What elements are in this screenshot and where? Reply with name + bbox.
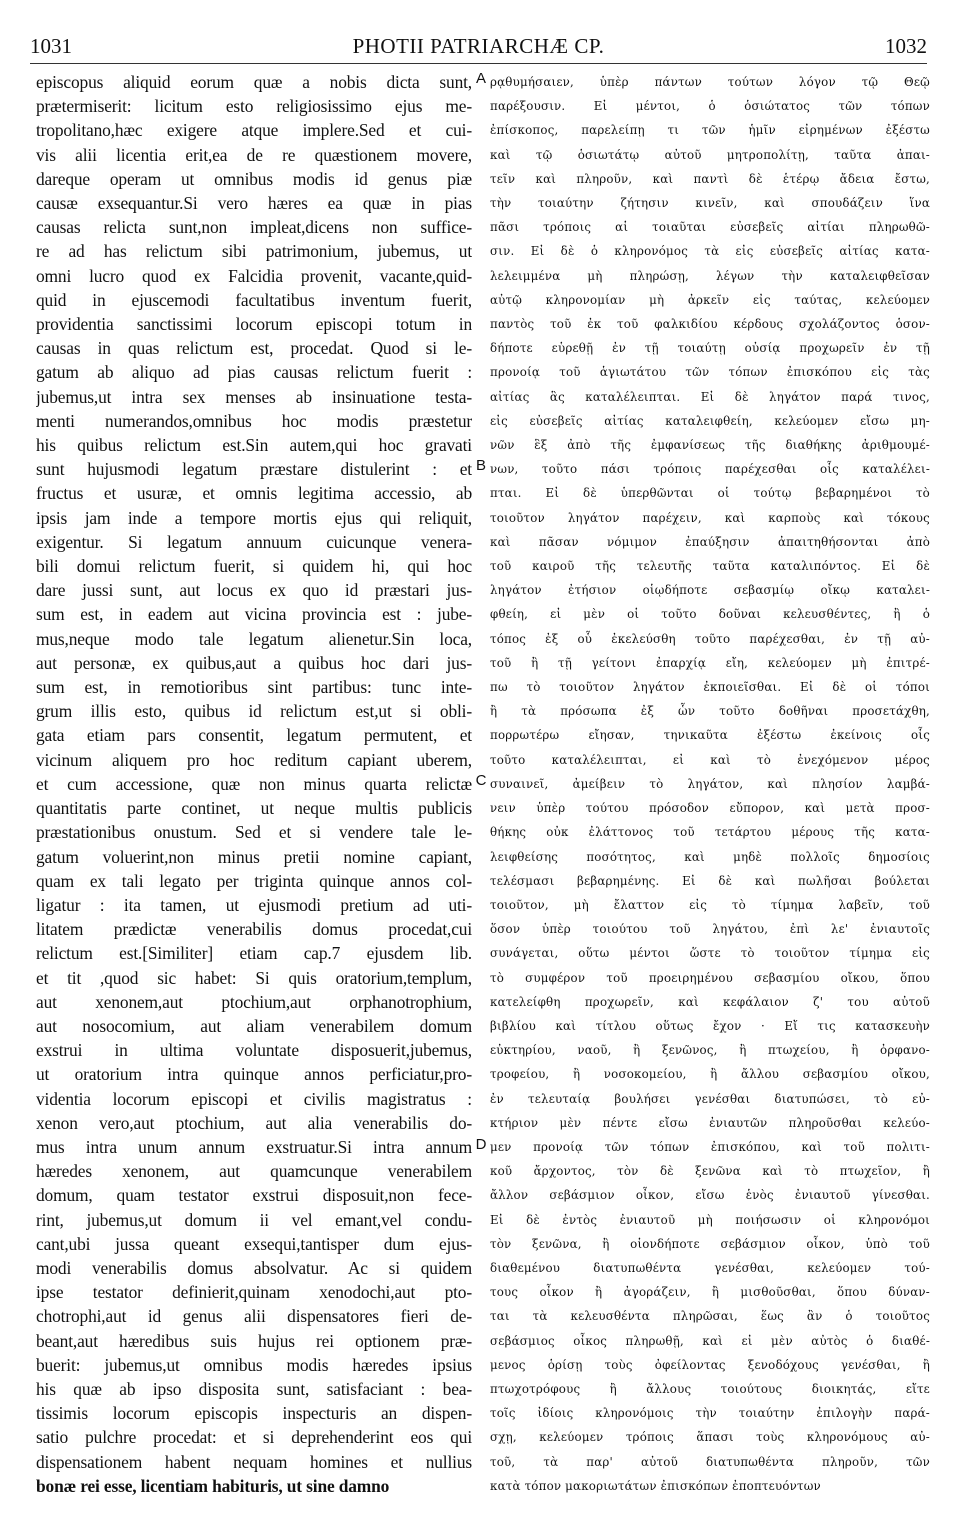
greek-text-line: παρέξουσιν. Εἰ μέντοι, ὁ ὁσιώτατος τῶν τόπων xyxy=(490,99,930,114)
greek-text-line: τὸ συμφέρον τοῦ προειρημένου σεβασμίου οἴκου, ὅπου xyxy=(490,970,930,985)
latin-text-line: xenon vero,aut ptochium, aut alia venerabilis do- xyxy=(36,1112,472,1133)
latin-text-line: domum, quam testator exstrui disposuit,non fece- xyxy=(36,1185,472,1206)
latin-text-line: gata etiam pars consentit, legatum permutent, et xyxy=(36,725,472,746)
greek-text-line: τὴν τοιαύτην ζήτησιν κινεῖν, καὶ σπουδάζειν ἵνα xyxy=(490,196,930,211)
greek-text-line: τους οἶκον ἢ ἀγοράζειν, ἢ μισθοῦσθαι, ὅπου δύναν- xyxy=(490,1285,930,1300)
latin-text-line: exigentur. Si legatum annuum cuicunque venera- xyxy=(36,531,472,552)
latin-text-line: re ad has relictum sibi patrimonium, jubemus, ut xyxy=(36,241,472,262)
latin-text-line: bonæ rei esse, licentiam habituris, ut sine damno xyxy=(36,1475,390,1496)
left-page-number: 1031 xyxy=(30,34,72,58)
page-header xyxy=(30,34,927,58)
latin-text-line: vis alii licentia erit,ea de re quæstionem movere, xyxy=(36,144,472,165)
greek-text-line: σχῃ, κελεύομεν τρόποις ἅπασι τοὺς κληρονόμους αὐ- xyxy=(490,1430,930,1445)
section-marker-c: C xyxy=(475,772,487,789)
greek-text-line: τοῦ καιροῦ τῆς τελευτῆς ταῦτα καταλιπόντος. Εἰ δὲ xyxy=(490,559,930,574)
greek-text-line: ἐν τελευταίᾳ βουλήσει γενέσθαι διατυπώσει, τὸ εὐ- xyxy=(490,1091,930,1106)
latin-text-line: aut nosocomium, aut aliam venerabilem domum xyxy=(36,1015,472,1036)
latin-text-line: cant,ubi jussa queant exsequi,tantisper dum ejus- xyxy=(36,1233,472,1254)
latin-text-line: fructus et usuræ, et omnis legitima accessio, ab xyxy=(36,483,472,504)
latin-text-line: litatem prædictæ venerabilis domus procedat,cui xyxy=(36,919,472,940)
greek-text-line: ὅσον ὑπὲρ τοιούτου τοῦ ληγάτου, ἐπὶ λε' ἐνιαυτοῖς xyxy=(490,922,930,937)
latin-text-line: quam ex tali legato per triginta quinque annos col- xyxy=(36,870,472,891)
latin-text-line: his quibus relictum est.Sin autem,qui hoc gravati xyxy=(36,435,472,456)
greek-text-line: διαθεμένου διατυπωθέντα γενέσθαι, κελεύομεν τού- xyxy=(490,1260,930,1275)
greek-text-line: τελέσμασι βεβαρημένης. Εἰ δὲ καὶ πωλῆσαι βούλεται xyxy=(490,873,930,888)
latin-text-line: ligatur : ita tamen, ut ejusmodi pretium ad uti- xyxy=(36,894,472,915)
latin-text-line: gatum voluerint,non minus pretii nomine capiant, xyxy=(36,846,472,867)
latin-text-line: aut personæ, ex quibus,aut a quibus hoc dari jus- xyxy=(36,652,472,673)
latin-text-line: mus,neque modo tale legatum alienetur.Sin loca, xyxy=(36,628,472,649)
greek-text-line: φθείη, εἰ μὲν οἱ τοῦτο δοῦναι κελευσθέντες, ἢ ὁ xyxy=(490,607,930,622)
section-marker-b: B xyxy=(475,457,486,474)
greek-text-line: προνοίᾳ τοῦ ἁγιωτάτου τῶν τόπων ἐπισκόπου εἰς τὰς xyxy=(490,365,930,380)
greek-text-line: πορρωτέρω εἴησαν, τηνικαῦτα ἐξέστω ἐκείνοις οἷς xyxy=(490,728,930,743)
greek-text-line: νων, τοῦτο πάσι τρόποις παρέχεσθαι οἷς καταλέλει- xyxy=(490,462,930,477)
latin-text-line: quid in ejuscemodi facultatibus inventum fuerit, xyxy=(36,289,472,310)
greek-text-line: τοῦτο καταλέλειπται, εἰ καὶ τὸ ἐνεχόμενον μέρος xyxy=(490,752,930,767)
latin-text-line: jubemus,ut intra sex menses ab insinuatione testa- xyxy=(36,386,472,407)
latin-text-line: omni lucro quod ex Falcidia provenit, vacante,quid- xyxy=(36,265,472,286)
latin-text-line: ipse testator definierit,quinam xenodochi,aut pto- xyxy=(36,1282,472,1303)
greek-text-line: τὸν ξενῶνα, ἢ οἱονδήποτε σεβάσμιον οἶκον, ὑπὸ τοῦ xyxy=(490,1236,930,1251)
latin-text-line: tropolitano,hæc exigere atque implere.Sed et cui- xyxy=(36,120,472,141)
latin-text-line: rint, jubemus,ut domum ii vel emant,vel condu- xyxy=(36,1209,472,1230)
latin-text-line: et cum accessione, quæ non minus quarta relictæ xyxy=(36,773,472,794)
greek-text-line: εἰς εὐσεβεῖς αἰτίας καταλειφθείη, κελεύομεν εἴσω μη- xyxy=(490,413,930,428)
latin-text-line: his quæ ab ipso disposita sunt, satisfaciant : bea- xyxy=(36,1378,472,1399)
latin-text-line: tissimis locorum episcopis inspecturis an dispen- xyxy=(36,1403,472,1424)
latin-text-line: ipsis jam inde a tempore mortis ejus qui reliquit, xyxy=(36,507,472,528)
latin-text-line: prætermiserit: licitum esto religiosissimo ejus me- xyxy=(36,96,472,117)
greek-text-line: τοιοῦτον ληγάτον παρέχειν, καὶ καρποὺς καὶ τόκους xyxy=(490,510,930,525)
latin-text-line: modi venerabilis domus absolvatur. Ac si quidem xyxy=(36,1257,472,1278)
greek-text-line: τοῦ, τὰ παρ' αὐτοῦ διατυπωθέντα πληροῦν, τῶν xyxy=(490,1454,930,1469)
latin-text-line: videntia locorum episcopi et civilis magistratus : xyxy=(36,1088,472,1109)
latin-text-line: sum est, in remotioribus sint partibus: tunc inte- xyxy=(36,677,472,698)
greek-text-line: τοῦ ἢ τῇ γείτονι ἐπαρχίᾳ εἴη, κελεύομεν μὴ ἐπιτρέ- xyxy=(490,655,930,670)
latin-text-line: chotrophi,aut id genus alii dispensatores fieri de- xyxy=(36,1306,472,1327)
greek-text-line: συναινεῖ, ἀμείβειν τὸ ληγάτον, καὶ πλησίον λαμβά- xyxy=(490,776,930,791)
greek-text-line: λειφθείσης ποσότητος, καὶ μηδὲ πολλοῖς δημοσίοις xyxy=(490,849,930,864)
greek-text-line: τόπος ἐξ οὗ ἐκελεύσθη τοῦτο παρέχεσθαι, ἐν τῇ αὐ- xyxy=(490,631,930,646)
greek-text-line: λελειμμένα μὴ πληρώσῃ, λέγων τὴν καταλειφθεῖσαν xyxy=(490,268,930,283)
latin-text-line: gatum ab aliquo ad pias causas relictum fuerit : xyxy=(36,362,472,383)
running-title: PHOTII PATRIARCHÆ CP. xyxy=(352,34,605,58)
greek-text-line: ληγάτον ἐτήσιον οἱῳδήποτε σεβασμίῳ οἴκῳ καταλει- xyxy=(490,583,930,598)
latin-text-line: et tit ,quod sic habet: Si quis oratorium,templum, xyxy=(36,967,472,988)
latin-text-line: exstrui in ultima voluntate disposuerit,jubemus, xyxy=(36,1040,472,1061)
greek-text-line: κατελείφθη προχωρεῖν, καὶ κεφάλαιον ζ' του αὐτοῦ xyxy=(490,994,930,1009)
latin-text-line: relictum est.[Similiter] etiam cap.7 ejusdem lib. xyxy=(36,943,472,964)
latin-text-line: beant,aut hæredibus suis hujus rei optionem præ- xyxy=(36,1330,472,1351)
latin-text-line: causas in quas relictum est, procedat. Quod si le- xyxy=(36,338,472,359)
latin-text-line: dare jussi sunt, aut locus ex quo id præstari jus- xyxy=(36,580,472,601)
greek-text-line: Εἰ δὲ ἐντὸς ἐνιαυτοῦ μὴ ποιήσωσιν οἱ κληρονόμοι xyxy=(490,1212,930,1227)
latin-text-line: mus intra unum annum exstruatur.Si intra annum xyxy=(36,1136,472,1157)
greek-text-line: βιβλίου καὶ τίτλου οὕτως ἔχον · Εἴ τις κατασκευὴν xyxy=(490,1018,930,1033)
latin-text-line: vicinum aliquem pro hoc reditum capiant uberem, xyxy=(36,749,472,770)
greek-text-line: καὶ τῷ ὁσιωτάτῳ αὐτοῦ μητροπολίτῃ, ταῦτα ἀπαι- xyxy=(490,147,930,162)
greek-text-line: πτωχοτρόφους ἢ ἄλλους τοιούτους διοικητάς, εἴτε xyxy=(490,1381,930,1396)
latin-text-line: præstationibus onustum. Sed et si vendere tale le- xyxy=(36,822,472,843)
greek-text-line: συνάγεται, οὕτω μέντοι ὥστε τὸ τοιοῦτον τίμημα εἰς xyxy=(490,946,930,961)
latin-text-line: episcopus aliquid eorum quæ a nobis dicta sunt, xyxy=(36,72,472,92)
greek-text-line: μεν προνοίᾳ τῶν τόπων ἐπισκόπου, καὶ τοῦ πολιτι- xyxy=(490,1139,930,1154)
greek-text-line: καὶ πᾶσαν νόμιμον ἐπαύξησιν ἀπαιτηθήσονται ἀπὸ xyxy=(490,534,930,549)
section-marker-d: D xyxy=(475,1136,487,1153)
latin-text-line: buerit: jubemus,ut omnibus modis hæredes ipsius xyxy=(36,1354,472,1375)
latin-text-line: ut oratorium intra quinque annos perficiatur,pro- xyxy=(36,1064,472,1085)
section-marker-a: A xyxy=(475,70,486,87)
latin-text-line: bili domui relictum fuerit, si quidem hi, qui hoc xyxy=(36,556,472,577)
greek-text-line: σεβάσμιος οἶκος πληρωθῇ, καὶ εἰ μὲν αὐτὸς ὁ διαθέ- xyxy=(490,1333,930,1348)
header-rule xyxy=(30,63,927,64)
greek-text-line: κατὰ τόπον μακοριωτάτων ἐπισκόπων ἐποπτευόντων xyxy=(490,1478,821,1493)
greek-text-line: τεῖν καὶ πληροῦν, καὶ παντὶ δὲ ἑτέρῳ ἄδεια ἔστω, xyxy=(490,171,930,186)
greek-text-line: παντὸς τοῦ ἐκ τοῦ φαλκιδίου κέρδους σχολάζοντος ὁσον- xyxy=(490,317,930,332)
greek-text-line: θήκης οὐκ ἐλάττονος τοῦ τετάρτου μέρους τῆς κατα- xyxy=(490,825,930,840)
greek-text-line: τοῖς ἰδίοις κληρονόμοις τὴν τοιαύτην ἐπιλογὴν παρά- xyxy=(490,1406,930,1421)
greek-text-line: τροφείου, ἢ νοσοκομείου, ἢ ἄλλου σεβασμίου οἴκου, xyxy=(490,1067,930,1082)
greek-text-line: ἄλλον σεβάσμιον οἶκον, εἴσω ἑνὸς ἐνιαυτοῦ γίνεσθαι. xyxy=(490,1188,930,1203)
greek-text-line: ται τὰ κελευσθέντα πληρῶσαι, ἕως ἂν ὁ τοιοῦτος xyxy=(490,1309,930,1324)
greek-text-line: αἰτίας ἃς καταλέλειπται. Εἰ δὲ ληγάτον παρά τινος, xyxy=(490,389,930,404)
latin-text-line: dareque operam ut omnibus modis id genus piæ xyxy=(36,168,472,189)
greek-text-line: ρᾳθυμήσαιεν, ὑπὲρ πάντων τούτων λόγον τῷ Θεῷ xyxy=(490,75,930,89)
greek-text-line: σιν. Εἰ δὲ ὁ κληρονόμος τὰ εἰς εὐσεβεῖς αἰτίας κατα- xyxy=(490,244,930,259)
latin-text-line: causas relicta sunt,non impleat,dicens non suffice- xyxy=(36,217,472,238)
greek-text-line: ἢ τὰ πρόσωπα ἐξ ὧν τοῦτο δοθῆναι προσετάχθη, xyxy=(490,704,930,719)
latin-text-line: aut xenonem,aut ptochium,aut orphanotrophium, xyxy=(36,991,472,1012)
greek-text-line: τοιοῦτον, μὴ ἔλαττον εἰς τὸ τίμημα λαβεῖν, τοῦ xyxy=(490,897,930,912)
latin-text-line: providentia sanctissimi locorum episcopi totum in xyxy=(36,314,472,335)
greek-text-line: πται. Εἰ δὲ ὑπερθῶνται οἱ τούτῳ βεβαρημένοι τὸ xyxy=(490,486,930,501)
latin-text-line: hæredes xenonem, aut quamcunque venerabilem xyxy=(36,1161,472,1182)
latin-text-line: menti numerandos,omnibus hoc modis præstetur xyxy=(36,410,472,431)
right-page-number: 1032 xyxy=(885,34,927,58)
greek-text-line: ἐπίσκοπος, παρελείπῃ τι τῶν ἡμῖν εἰρημένων ἐξέστω xyxy=(490,123,930,138)
greek-text-line: νειν ὑπὲρ τούτου πρόσοδον εὔπορον, καὶ μετὰ προσ- xyxy=(490,801,930,816)
greek-text-line: εὐκτηρίου, ναοῦ, ἢ ξενῶνος, ἢ πτωχείου, ἢ ὀρφανο- xyxy=(490,1043,930,1058)
latin-text-line: satio pulchre procedat: et si deprehenderint eos qui xyxy=(36,1427,472,1448)
greek-text-line: πᾶσι τρόποις αἱ τοιαῦται εὐσεβεῖς αἰτίαι πληρωθῶ- xyxy=(490,220,930,235)
greek-text-line: μενος ὁρίσῃ τοὺς ὀφείλοντας ξενοδόχους γενέσθαι, ἢ xyxy=(490,1357,930,1372)
greek-text-line: κτήριον μὲν πέντε εἴσω ἐνιαυτῶν πληροῦσθαι κελεύο- xyxy=(490,1115,930,1130)
latin-text-line: grum illis esto, quibus id relictum est,ut si obli- xyxy=(36,701,472,722)
latin-text-line: sunt hujusmodi legatum præstare distulerint : et xyxy=(36,459,472,480)
greek-text-line: δήποτε εὑρεθῇ ἐν τῇ τοιαύτῃ οὐσίᾳ προχωρεῖν ἐν τῇ xyxy=(490,341,930,356)
latin-text-line: quantitatis parte continet, ut neque multis publicis xyxy=(36,798,472,819)
greek-text-line: αὐτῷ κληρονομίαν μὴ ἀρκεῖν εἰς ταύτας, κελεύομεν xyxy=(490,292,930,307)
latin-column xyxy=(36,70,472,1498)
greek-text-line: νῶν ἓξ ἀπὸ τῆς ἐμφανίσεως τῆς διαθήκης ἀριθμουμέ- xyxy=(490,438,930,453)
latin-text-line: causæ exsequantur.Si vero hæres ea quæ in pias xyxy=(36,193,472,214)
latin-text-line: dispensationem habent nequam homines et nullius xyxy=(36,1451,472,1472)
greek-column xyxy=(490,70,930,1498)
greek-text-line: πω τὸ τοιοῦτον ληγάτον ἐκποιεῖσθαι. Εἰ δὲ οἱ τόποι xyxy=(490,680,930,695)
greek-text-line: κοῦ ἄρχοντος, τὸν δὲ ξενῶνα καὶ τὸ πτωχεῖον, ἢ xyxy=(490,1164,930,1179)
latin-text-line: sum est, in eadem aut vicina provincia est : jube- xyxy=(36,604,472,625)
